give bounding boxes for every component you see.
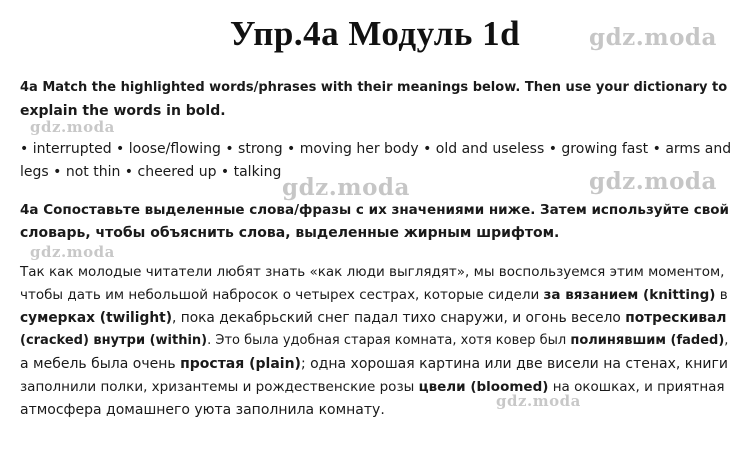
options-line: • interrupted • loose/flowing • strong • moving her body • old and useless • growing fast • arms and: [20, 141, 732, 157]
text-line: атмосфера домашнего уюта заполнила комнату.: [20, 402, 385, 418]
watermark: gdz.moda: [30, 118, 115, 136]
task-english-line: 4a Match the highlighted words/phrases with their meanings below. Then use your dictionary to: [20, 80, 728, 95]
bold-term: сумерках (twilight): [20, 310, 172, 326]
bold-term: за вязанием (knitting): [543, 287, 716, 303]
bold-term: потрескивал: [625, 310, 727, 326]
bold-term: цвели (bloomed): [418, 379, 549, 395]
watermark: gdz.moda: [30, 243, 115, 261]
watermark: gdz.moda: [496, 392, 581, 410]
task-russian-line: 4a Сопоставьте выделенные слова/фразы с их значениями ниже. Затем используйте свой: [20, 202, 730, 218]
bold-term: простая (plain): [180, 356, 301, 372]
bold-term: (cracked) внутри (within): [20, 333, 208, 348]
text-line: чтобы дать им небольшой набросок о четырех сестрах, которые сидели за вязанием (knitting) в: [20, 287, 728, 303]
task-english-line: explain the words in bold.: [20, 103, 226, 119]
watermark: gdz.moda: [282, 174, 410, 201]
text-line: заполнили полки, хризантемы и рождественские розы цвели (bloomed) на окошках, и приятная: [20, 379, 725, 395]
text-line: (cracked) внутри (within). Это была удобная старая комната, хотя ковер был полинявшим (faded),: [20, 333, 729, 348]
text-line: сумерках (twilight), пока декабрьский снег падал тихо снаружи, и огонь весело потрескивал: [20, 310, 727, 326]
page-title: Упр.4a Модуль 1d: [229, 14, 521, 53]
watermark: gdz.moda: [589, 24, 717, 51]
watermark: gdz.moda: [589, 168, 717, 195]
task-russian-line: словарь, чтобы объяснить слова, выделенные жирным шрифтом.: [20, 225, 560, 241]
text-line: а мебель была очень простая (plain); одна хорошая картина или две висели на стенах, книги: [20, 356, 728, 372]
options-line: legs • not thin • cheered up • talking: [20, 164, 282, 180]
bold-term: полинявшим (faded): [570, 333, 725, 348]
text-line: Так как молодые читатели любят знать «как люди выглядят», мы воспользуемся этим моментом,: [20, 264, 725, 280]
